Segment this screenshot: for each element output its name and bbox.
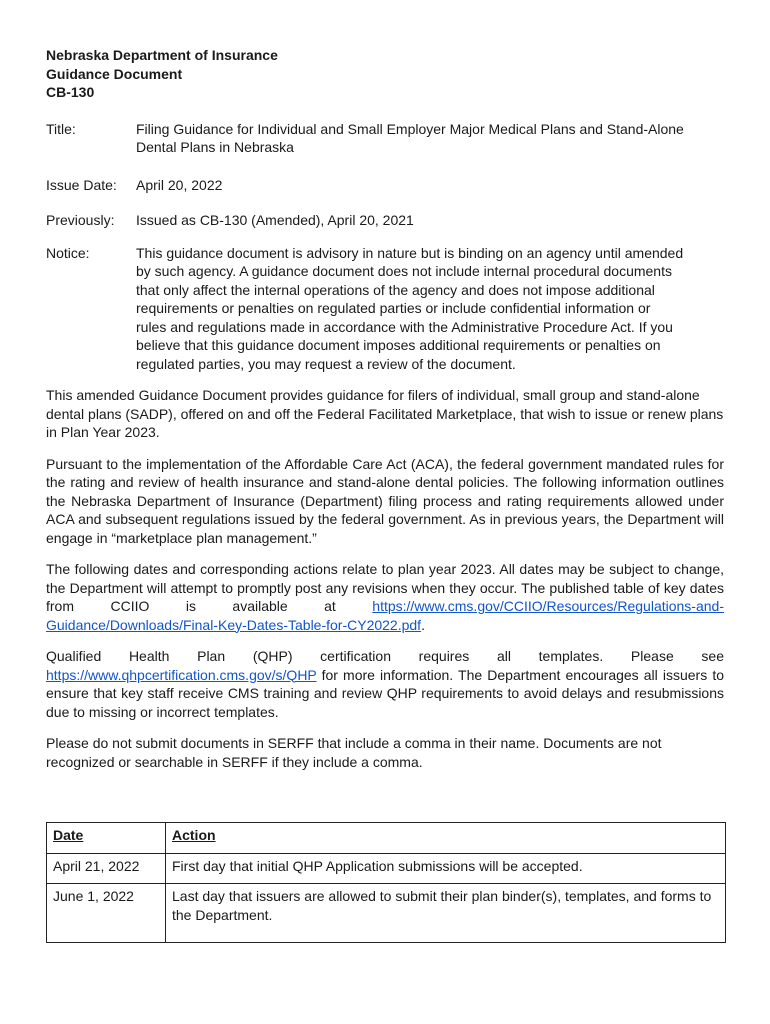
previously-value: Issued as CB-130 (Amended), April 20, 2021 xyxy=(136,212,414,228)
qhp-text: Qualified Health Plan (QHP) certification requires all templates. Please see xyxy=(46,648,724,664)
header-doc-number: CB-130 xyxy=(46,84,95,100)
key-dates-text: The following dates and corresponding actions relate to plan year 2023. All dates may be subject to change, the Department will attempt to promptly post any revisions when they occur. The published table of key dates from CCIIO is available at xyxy=(46,561,724,614)
paragraph-intro: This amended Guidance Document provides guidance for filers of individual, small group and stand-alone dental plans (SADP), offered on and off the Federal Facilitated Marketplace, that wish to issue or renew plans in Plan Year 2023. xyxy=(46,387,724,440)
key-dates-table xyxy=(46,822,726,943)
table-header-action: Action xyxy=(166,823,726,854)
previously-label: Previously: xyxy=(46,212,115,228)
paragraph-aca: Pursuant to the implementation of the Affordable Care Act (ACA), the federal government mandated rules for the rating and review of health insurance and stand-alone dental policies. The following information outlines the Nebraska Department of Insurance (Department) filing process and rating requirements allowed under ACA and subsequent regulations issued by the federal government. As in previous years, the Department will engage in “marketplace plan management.” xyxy=(46,455,724,546)
table-cell-date: June 1, 2022 xyxy=(47,884,166,943)
table-header-row xyxy=(47,823,726,854)
cciio-key-dates-link[interactable]: https://www.cms.gov/CCIIO/Resources/Regulations-and-Guidance/Downloads/Final-Key-Dates-Table-for-CY2022.pdf xyxy=(46,598,724,633)
title-label: Title: xyxy=(46,120,76,137)
meta-title-row xyxy=(46,120,724,157)
meta-issue-row xyxy=(46,176,724,195)
notice-value: This guidance document is advisory in nature but is binding on an agency until amended by such agency. A guidance document does not include internal procedural documents that only affect the internal operations of the agency and does not impose additional requirements or penalties on regulated parties or include confidential information or rules and regulations made in accordance with the Administrative Procedure Act. If you believe that this guidance document imposes additional requirements or penalties on regulated parties, you may request a review of the document. xyxy=(136,244,684,372)
issue-date-value: April 20, 2022 xyxy=(136,176,223,193)
meta-notice-row xyxy=(46,244,724,374)
table-cell-action: First day that initial QHP Application submissions will be accepted. xyxy=(166,853,726,884)
notice-label: Notice: xyxy=(46,244,90,261)
issue-date-label: Issue Date: xyxy=(46,176,117,193)
paragraph-key-dates xyxy=(46,560,724,634)
document-header xyxy=(46,46,724,102)
qhp-certification-link[interactable]: https://www.qhpcertification.cms.gov/s/QHP xyxy=(46,666,317,683)
table-cell-date: April 21, 2022 xyxy=(47,853,166,884)
meta-previous-row xyxy=(46,211,724,230)
qhp-text-end: for more information. The Department encourages all issuers to ensure that key staff receive CMS training and review QHP requirements to avoid delays and resubmissions due to missing or incorrect templates. xyxy=(46,666,724,720)
table-row xyxy=(47,853,726,884)
header-doc-type: Guidance Document xyxy=(46,65,183,82)
paragraph-qhp xyxy=(46,647,724,721)
table-header-date: Date xyxy=(47,823,166,854)
table-row xyxy=(47,884,726,943)
paragraph-serff: Please do not submit documents in SERFF that include a comma in their name. Documents are not recognized or searchable in SERFF if they include a comma. xyxy=(46,735,662,770)
header-department: Nebraska Department of Insurance xyxy=(46,47,278,63)
key-dates-end: . xyxy=(421,616,425,633)
table-cell-action: Last day that issuers are allowed to submit their plan binder(s), templates, and forms to the Department. xyxy=(166,884,726,943)
title-value: Filing Guidance for Individual and Small Employer Major Medical Plans and Stand-Alone Dental Plans in Nebraska xyxy=(136,120,684,155)
